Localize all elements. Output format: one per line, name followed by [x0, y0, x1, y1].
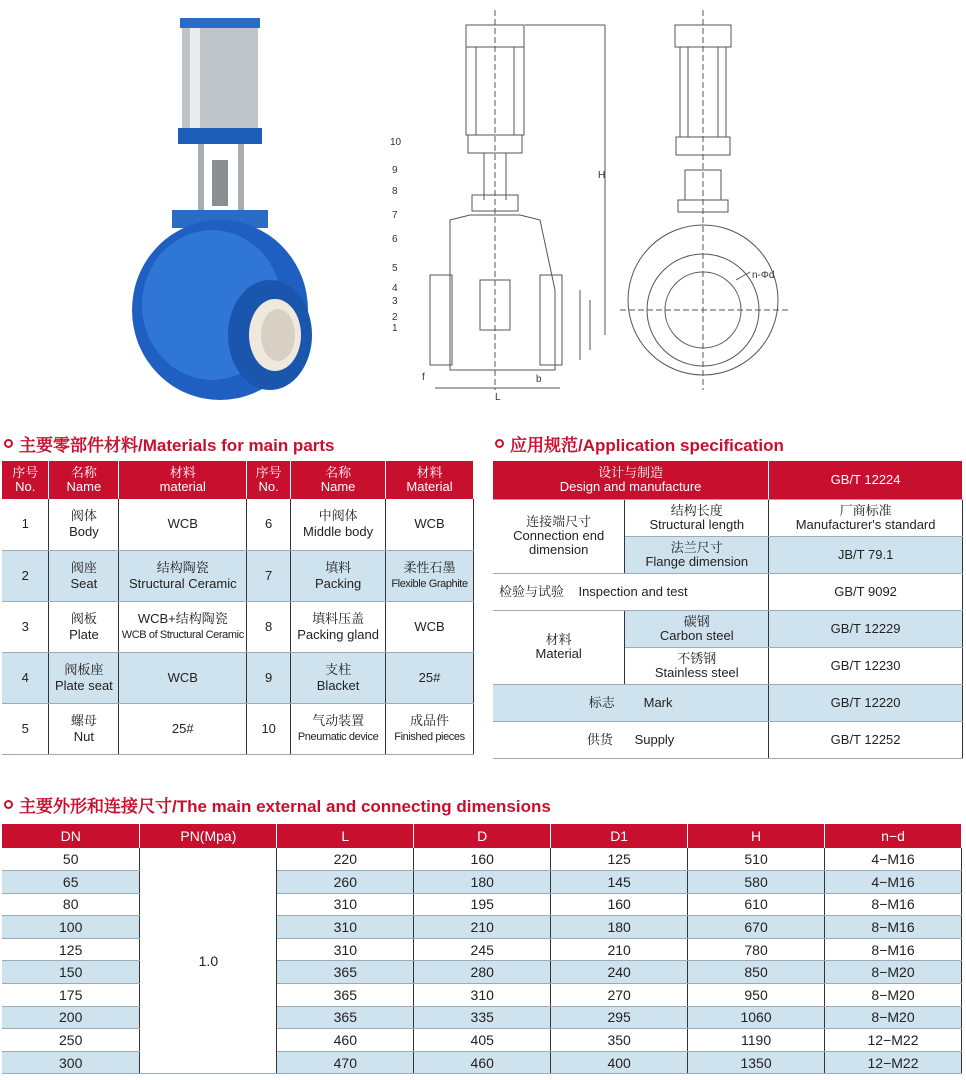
header-name-1: 名称 Name — [49, 461, 119, 499]
spec-title-text: 应用规范/Application specification — [510, 436, 784, 455]
cell-nd: 8−M16 — [825, 916, 962, 939]
cell-l: 260 — [277, 871, 414, 894]
table-row: 连接端尺寸 Connection end dimension 结构长度 Structural length 厂商标准 Manufacturer's standard — [493, 499, 963, 536]
cell-nd: 12−M22 — [825, 1051, 962, 1074]
cell-l: 220 — [277, 848, 414, 871]
table-row: 2 阀座 Seat 结构陶瓷 Structural Ceramic 7 填料 Packing 柔性石墨 Flexible Graphite — [2, 550, 474, 601]
cell-h: 580 — [688, 871, 825, 894]
cell-dn: 65 — [2, 871, 140, 894]
cell-d: 405 — [414, 1029, 551, 1052]
cell-l: 470 — [277, 1051, 414, 1074]
cell-h: 610 — [688, 893, 825, 916]
cell-d: 460 — [414, 1051, 551, 1074]
header-dn: DN — [2, 824, 140, 848]
dim-label-b: b — [536, 374, 542, 385]
cell-nd: 12−M22 — [825, 1029, 962, 1052]
drawing-label-1: 1 — [392, 323, 398, 334]
cell-d: 245 — [414, 938, 551, 961]
cell-d1: 125 — [551, 848, 688, 871]
table-row: 4 阀板座 Plate seat WCB 9 支柱 Blacket 25# — [2, 652, 474, 703]
cell-d: 280 — [414, 961, 551, 984]
cell-l: 310 — [277, 893, 414, 916]
cell-h: 1350 — [688, 1051, 825, 1074]
cell-d1: 240 — [551, 961, 688, 984]
dim-label-l: L — [495, 392, 501, 400]
table-row: 3 阀板 Plate WCB+结构陶瓷 WCB of Structural Ceramic 8 填料压盖 Packing gland WCB — [2, 601, 474, 652]
top-cap — [180, 18, 260, 28]
cell-nd: 4−M16 — [825, 871, 962, 894]
cell-d: 310 — [414, 984, 551, 1007]
cell-dn: 200 — [2, 1006, 140, 1029]
spec-header-row: 设计与制造 Design and manufacture GB/T 12224 — [493, 461, 963, 499]
header-l: L — [277, 824, 414, 848]
drawing-label-9: 9 — [392, 165, 398, 176]
cell-d1: 400 — [551, 1051, 688, 1074]
cell-dn: 50 — [2, 848, 140, 871]
cell-h: 1190 — [688, 1029, 825, 1052]
header-no-2: 序号 No. — [247, 461, 291, 499]
dims-section-title — [4, 792, 551, 817]
header-material-2: 材料 Material — [386, 461, 474, 499]
pn-value-cell: 1.0 — [140, 848, 277, 1074]
cell-dn: 80 — [2, 893, 140, 916]
cell-h: 510 — [688, 848, 825, 871]
cell-l: 460 — [277, 1029, 414, 1052]
cell-dn: 150 — [2, 961, 140, 984]
cell-nd: 8−M20 — [825, 1006, 962, 1029]
cell-nd: 8−M16 — [825, 938, 962, 961]
spec-section-title — [495, 431, 784, 456]
cell-l: 365 — [277, 961, 414, 984]
header-h: H — [688, 824, 825, 848]
technical-drawing — [380, 10, 800, 400]
dims-header-row — [2, 824, 962, 848]
cell-nd: 4−M16 — [825, 848, 962, 871]
materials-section-title — [4, 431, 335, 456]
valve-product-image — [120, 10, 320, 410]
circle-bullet-icon — [495, 439, 504, 448]
drawing-label-8: 8 — [392, 186, 398, 197]
cell-d1: 145 — [551, 871, 688, 894]
circle-bullet-icon — [4, 800, 13, 809]
header-name-2: 名称 Name — [291, 461, 386, 499]
cell-d: 335 — [414, 1006, 551, 1029]
header-nd: n−d — [825, 824, 962, 848]
materials-title-text: 主要零部件材料/Materials for main parts — [19, 436, 335, 455]
dim-label-f: f — [422, 372, 425, 383]
drawing-label-5: 5 — [392, 263, 398, 274]
cell-nd: 8−M16 — [825, 893, 962, 916]
circle-bullet-icon — [4, 439, 13, 448]
cell-dn: 175 — [2, 984, 140, 1007]
dimensions-table — [2, 824, 962, 1074]
cell-dn: 250 — [2, 1029, 140, 1052]
table-row: 标志 Mark GB/T 12220 — [493, 684, 963, 721]
drawing-label-7: 7 — [392, 210, 398, 221]
cell-dn: 300 — [2, 1051, 140, 1074]
table-row: 供货 Supply GB/T 12252 — [493, 721, 963, 758]
materials-header-row — [2, 461, 474, 499]
header-d1: D1 — [551, 824, 688, 848]
dim-label-nphid: n-Φd — [752, 270, 775, 281]
cell-l: 365 — [277, 1006, 414, 1029]
table-row: 1 阀体 Body WCB 6 中阀体 Middle body WCB — [2, 499, 474, 550]
cell-d: 180 — [414, 871, 551, 894]
materials-table — [2, 461, 474, 755]
header-pn: PN(Mpa) — [140, 824, 277, 848]
cell-h: 850 — [688, 961, 825, 984]
dim-label-h: H — [598, 170, 606, 181]
cell-h: 780 — [688, 938, 825, 961]
cell-d: 160 — [414, 848, 551, 871]
drawing-label-6: 6 — [392, 234, 398, 245]
table-row: 5 螺母 Nut 25# 10 气动装置 Pneumatic device 成品件 Finished pieces — [2, 703, 474, 754]
table-row — [2, 848, 962, 871]
cell-nd: 8−M20 — [825, 961, 962, 984]
cell-d1: 350 — [551, 1029, 688, 1052]
header-no-1: 序号 No. — [2, 461, 49, 499]
cell-d1: 210 — [551, 938, 688, 961]
cell-nd: 8−M20 — [825, 984, 962, 1007]
header-d: D — [414, 824, 551, 848]
cell-l: 310 — [277, 916, 414, 939]
cell-d1: 160 — [551, 893, 688, 916]
cell-d1: 270 — [551, 984, 688, 1007]
table-row: 检验与试验 Inspection and test GB/T 9092 — [493, 573, 963, 610]
cell-d1: 180 — [551, 916, 688, 939]
table-row: 法兰尺寸 Flange dimension JB/T 79.1 — [493, 536, 963, 573]
cell-h: 1060 — [688, 1006, 825, 1029]
cell-d: 195 — [414, 893, 551, 916]
cell-h: 950 — [688, 984, 825, 1007]
header-material-1: 材料 material — [119, 461, 247, 499]
cell-dn: 100 — [2, 916, 140, 939]
cell-h: 670 — [688, 916, 825, 939]
drawing-label-3: 3 — [392, 296, 398, 307]
spec-table — [493, 461, 963, 759]
cell-l: 310 — [277, 938, 414, 961]
dims-title-text: 主要外形和连接尺寸/The main external and connecting dimensions — [19, 797, 551, 816]
table-row: 材料 Material 碳钢 Carbon steel GB/T 12229 — [493, 610, 963, 647]
cell-l: 365 — [277, 984, 414, 1007]
drawing-label-4: 4 — [392, 283, 398, 294]
drawing-label-2: 2 — [392, 312, 398, 323]
drawing-label-10: 10 — [390, 137, 402, 148]
cell-d1: 295 — [551, 1006, 688, 1029]
cell-dn: 125 — [2, 938, 140, 961]
cell-d: 210 — [414, 916, 551, 939]
table-row: 不锈钢 Stainless steel GB/T 12230 — [493, 647, 963, 684]
